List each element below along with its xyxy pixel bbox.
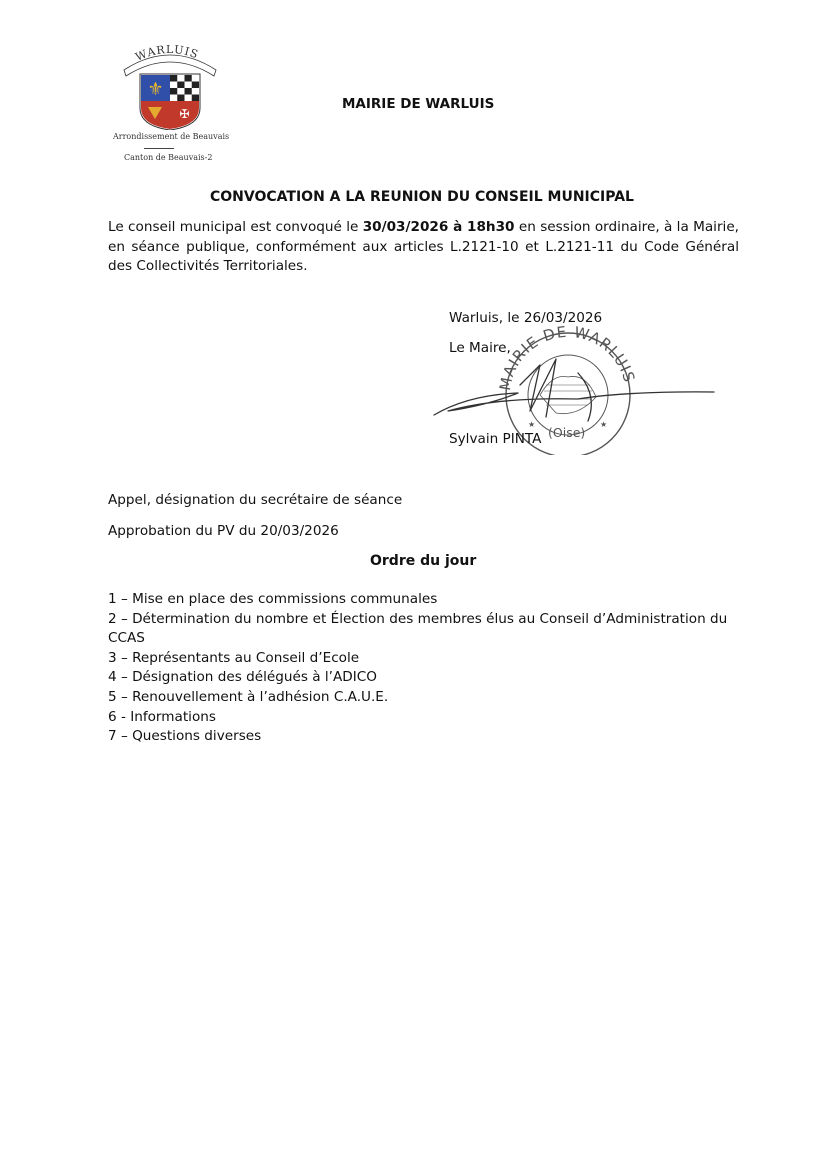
agenda-item: 3 – Représentants au Conseil d’Ecole bbox=[108, 649, 360, 666]
meeting-datetime: 30/03/2026 à 18h30 bbox=[362, 219, 515, 235]
intro-after: en session ordinaire, à la Mairie, en séance publique, conformément aux articles L.2121-10 et L.2121-11 du Code Général des Collectivités Territoriales. bbox=[108, 219, 740, 274]
agenda-item: 2 – Détermination du nombre et Élection des membres élus au Conseil d’Administration du CCAS bbox=[108, 610, 728, 647]
agenda-item: 4 – Désignation des délégués à l’ADICO bbox=[108, 669, 377, 686]
stamp-bottom-text: (Oise) bbox=[548, 425, 586, 440]
crest-ribbon-text: WARLUIS bbox=[133, 44, 201, 64]
arrondissement-text: Arrondissement de Beauvais bbox=[113, 132, 230, 141]
agenda-item: 5 – Renouvellement à l’adhésion C.A.U.E. bbox=[108, 688, 389, 705]
appel-line: Appel, désignation du secrétaire de séance bbox=[108, 492, 403, 508]
svg-text:⚜: ⚜ bbox=[147, 79, 164, 100]
intro-paragraph bbox=[108, 218, 739, 277]
crest-divider bbox=[144, 148, 174, 149]
mairie-heading: MAIRIE DE WARLUIS bbox=[342, 96, 495, 112]
document-title: CONVOCATION A LA REUNION DU CONSEIL MUNICIPAL bbox=[210, 189, 634, 205]
agenda-title: Ordre du jour bbox=[370, 553, 477, 569]
agenda-list bbox=[108, 590, 748, 747]
svg-text:✠: ✠ bbox=[179, 107, 190, 121]
svg-text:★: ★ bbox=[600, 420, 608, 429]
signatory-role: Le Maire, bbox=[449, 340, 511, 356]
shield-icon bbox=[140, 74, 200, 130]
svg-text:★: ★ bbox=[528, 420, 536, 429]
canton-text: Canton de Beauvais-2 bbox=[124, 153, 213, 162]
intro-before: Le conseil municipal est convoqué le bbox=[108, 219, 363, 235]
signatory-name: Sylvain PINTA bbox=[449, 431, 542, 447]
approbation-line: Approbation du PV du 20/03/2026 bbox=[108, 523, 339, 539]
agenda-item: 1 – Mise en place des commissions communales bbox=[108, 591, 438, 607]
agenda-item: 7 – Questions diverses bbox=[108, 728, 262, 745]
stamp-top-text: MAIRIE DE WARLUIS bbox=[495, 325, 639, 393]
coat-of-arms-logo bbox=[118, 44, 222, 130]
agenda-item: 6 - Informations bbox=[108, 708, 216, 725]
place-date: Warluis, le 26/03/2026 bbox=[449, 310, 603, 326]
